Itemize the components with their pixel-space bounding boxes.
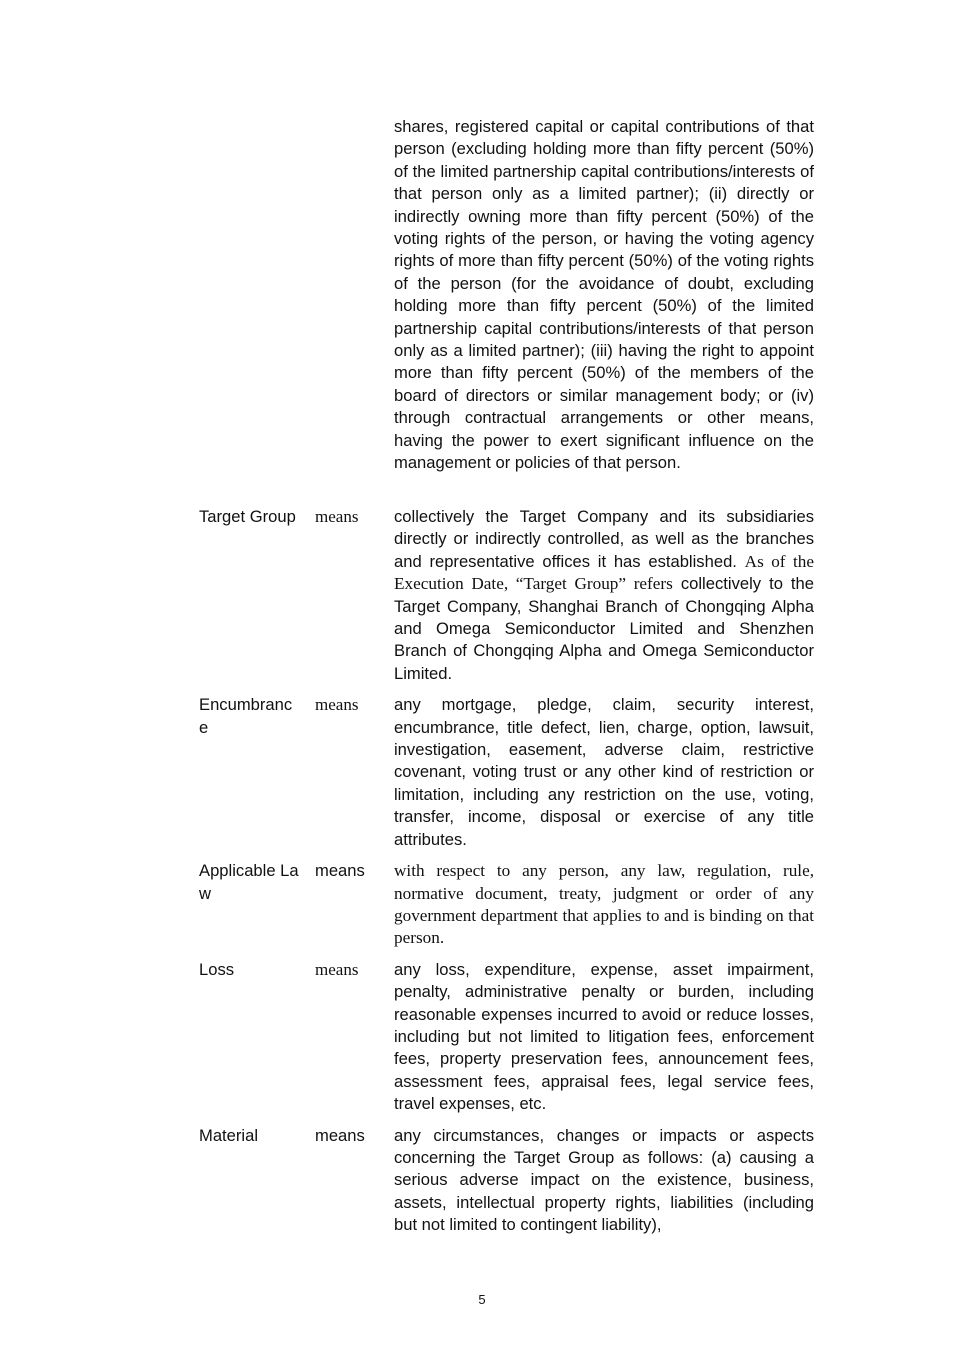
definition-text-part: collectively to the Target Company, Shanghai Branch of Chongqing Alpha and Omega Semiconductor Limited and Shenzhen Branch of Chongqing Alpha and Omega Semiconductor Limited. (394, 574, 814, 683)
definition-term: Applicable Law (199, 861, 299, 903)
definition-encumbrance (199, 694, 814, 851)
definition-term: Encumbrance (199, 695, 293, 737)
definition-means: means (315, 695, 359, 715)
definition-means: means (315, 959, 359, 979)
definition-term: Target Group (199, 507, 296, 526)
definition-means: means (315, 861, 365, 881)
definition-term: Material (199, 1125, 259, 1145)
continuation-paragraph: shares, registered capital or capital contributions of that person (excluding holding more than fifty percent (50%) of the limited partnership capital contributions/interests of that person only as a limited partner); (ii) directly or indirectly owning more than fifty percent (50%) of the voting rights of the person, or having the voting agency rights of more than fifty percent (50%) of the voting rights of the person (for the avoidance of doubt, excluding holding more than fifty percent (50%) of the limited partnership capital contributions/interests of that person only as a limited partner); (iii) having the right to appoint more than fifty percent (50%) of the members of the board of directors or similar management body; or (iv) through contractual arrangements or other means, having the power to exert significant influence on the management or policies of that person. (394, 117, 814, 473)
definition-means: means (315, 1125, 365, 1145)
definition-means: means (315, 507, 359, 526)
definition-text: any loss, expenditure, expense, asset impairment, penalty, administrative penalty or burden, including reasonable expenses incurred to avoid or reduce losses, including but not limited to litigation fees, enforcement fees, property preservation fees, announcement fees, assessment fees, appraisal fees, legal service fees, travel expenses, etc. (394, 959, 814, 1114)
definition-loss (199, 959, 814, 1116)
definition-text-part: As of the Execution Date, “Target Group” refers (394, 551, 814, 594)
definition-text: with respect to any person, any law, regulation, rule, normative document, treaty, judgment or order of any government department that applies to and is binding on that person. (394, 861, 814, 948)
definition-text: any mortgage, pledge, claim, security interest, encumbrance, title defect, lien, charge, option, lawsuit, investigation, easement, adverse claim, restrictive covenant, voting trust or any other kind of restriction or limitation, including any restriction on the use, voting, transfer, income, disposal or exercise of any title attributes. (394, 695, 814, 849)
definition-applicable-law (199, 860, 814, 950)
definition-text-part: collectively the Target Company and its subsidiaries directly or indirectly controlled, as well as the branches and representative offices it has established. (394, 507, 814, 571)
definitions-list (199, 506, 814, 1246)
page-number: 5 (478, 1292, 486, 1307)
definition-text: any circumstances, changes or impacts or aspects concerning the Target Group as follows: (a) causing a serious adverse impact on the existence, business, assets, intellectual property rights, liabilities (including but not limited to contingent liability), (394, 1125, 814, 1235)
definition-term: Loss (199, 959, 235, 979)
definition-material (199, 1125, 814, 1237)
definition-text (394, 506, 814, 685)
definition-target-group (199, 506, 814, 685)
